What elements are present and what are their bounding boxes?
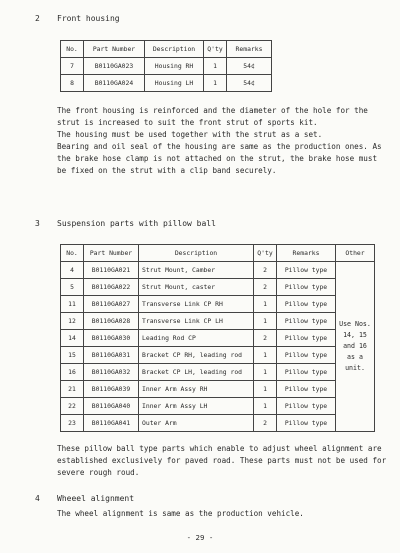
table-cell: 5 bbox=[61, 279, 84, 296]
table-cell: Pillow type bbox=[277, 364, 336, 381]
table-cell: B0110GA041 bbox=[84, 415, 139, 432]
table-row bbox=[61, 347, 375, 364]
table-cell: 22 bbox=[61, 398, 84, 415]
page-number: - 29 - bbox=[186, 533, 214, 542]
section-title-text: Front housing bbox=[57, 14, 120, 23]
table-cell: Housing RH bbox=[145, 58, 204, 75]
table-cell: 1 bbox=[254, 296, 277, 313]
col-header-no: No. bbox=[61, 41, 84, 58]
col-header-description: Description bbox=[145, 41, 204, 58]
section-number: 3 bbox=[35, 219, 40, 228]
table-cell: 4 bbox=[61, 262, 84, 279]
table-cell: 21 bbox=[61, 381, 84, 398]
table-row bbox=[61, 330, 375, 347]
table-cell: 2 bbox=[254, 330, 277, 347]
table-cell: B0110GA040 bbox=[84, 398, 139, 415]
table-header-row bbox=[61, 245, 375, 262]
col-header-qty: Q'ty bbox=[254, 245, 277, 262]
table-cell: B0110GA032 bbox=[84, 364, 139, 381]
table-row bbox=[61, 262, 375, 279]
table-cell: Pillow type bbox=[277, 347, 336, 364]
table-cell: Pillow type bbox=[277, 279, 336, 296]
table-cell: B0110GA030 bbox=[84, 330, 139, 347]
table-cell: 1 bbox=[204, 75, 227, 92]
table-header-row bbox=[61, 41, 272, 58]
table-cell: 1 bbox=[254, 381, 277, 398]
col-header-part-number: Part Number bbox=[84, 245, 139, 262]
table-cell: 12 bbox=[61, 313, 84, 330]
table-cell: B0110GA031 bbox=[84, 347, 139, 364]
table-cell: Strut Mount, caster bbox=[139, 279, 254, 296]
table-cell: Pillow type bbox=[277, 313, 336, 330]
section-title-front-housing bbox=[35, 14, 120, 25]
table-cell: Inner Arm Assy RH bbox=[139, 381, 254, 398]
section-title-text: Suspension parts with pillow ball bbox=[57, 219, 216, 228]
table-cell: B0110GA024 bbox=[84, 75, 145, 92]
table-row bbox=[61, 364, 375, 381]
paragraph: The wheel alignment is same as the production vehicle. bbox=[57, 509, 304, 518]
other-note-cell: Use Nos. 14, 15 and 16 as a unit. bbox=[336, 262, 375, 432]
table-row bbox=[61, 381, 375, 398]
table-cell: Strut Mount, Camber bbox=[139, 262, 254, 279]
table-cell: Transverse Link CP RH bbox=[139, 296, 254, 313]
table-cell: Bracket CP RH, leading rod bbox=[139, 347, 254, 364]
table-cell: B0110GA028 bbox=[84, 313, 139, 330]
section-number: 2 bbox=[35, 14, 40, 23]
table-cell: 11 bbox=[61, 296, 84, 313]
table-row bbox=[61, 58, 272, 75]
table-row bbox=[61, 279, 375, 296]
table-cell: 23 bbox=[61, 415, 84, 432]
paragraph: The housing must be used together with the strut as a set. bbox=[57, 130, 323, 139]
col-header-remarks: Remarks bbox=[227, 41, 272, 58]
table-cell: 1 bbox=[254, 347, 277, 364]
table-cell: B0110GA023 bbox=[84, 58, 145, 75]
table-row bbox=[61, 75, 272, 92]
front-housing-description bbox=[57, 105, 387, 177]
table-cell: 2 bbox=[254, 262, 277, 279]
section-title-wheel-alignment bbox=[35, 494, 134, 505]
table-cell: B0110GA027 bbox=[84, 296, 139, 313]
table-cell: Leading Rod CP bbox=[139, 330, 254, 347]
paragraph: Bearing and oil seal of the housing are same as the production ones. As the brake hose clamp is not attached on the strut, the brake hose must be fixed on the strut with a clip band securely. bbox=[57, 142, 382, 175]
table-cell: Pillow type bbox=[277, 415, 336, 432]
front-housing-table bbox=[60, 40, 272, 92]
table-cell: Pillow type bbox=[277, 262, 336, 279]
section-title-text: Wheeel alignment bbox=[57, 494, 135, 503]
section-title-suspension bbox=[35, 219, 216, 230]
table-cell: B0110GA022 bbox=[84, 279, 139, 296]
table-cell: 8 bbox=[61, 75, 84, 92]
table-row bbox=[61, 296, 375, 313]
col-header-part-number: Part Number bbox=[84, 41, 145, 58]
table-cell: 54¢ bbox=[227, 75, 272, 92]
table-cell: 2 bbox=[254, 415, 277, 432]
col-header-other: Other bbox=[336, 245, 375, 262]
table-cell: 15 bbox=[61, 347, 84, 364]
col-header-description: Description bbox=[139, 245, 254, 262]
table-cell: Outer Arm bbox=[139, 415, 254, 432]
pillow-ball-note bbox=[57, 443, 387, 479]
table-row bbox=[61, 415, 375, 432]
table-cell: Pillow type bbox=[277, 381, 336, 398]
table-cell: B0110GA039 bbox=[84, 381, 139, 398]
table-cell: 7 bbox=[61, 58, 84, 75]
table-cell: 1 bbox=[254, 398, 277, 415]
table-cell: Inner Arm Assy LH bbox=[139, 398, 254, 415]
col-header-qty: Q'ty bbox=[204, 41, 227, 58]
table-cell: Pillow type bbox=[277, 330, 336, 347]
table-row bbox=[61, 398, 375, 415]
table-cell: 1 bbox=[254, 364, 277, 381]
wheel-alignment-text bbox=[57, 508, 387, 520]
table-cell: Bracket CP LH, leading rod bbox=[139, 364, 254, 381]
col-header-remarks: Remarks bbox=[277, 245, 336, 262]
table-cell: 14 bbox=[61, 330, 84, 347]
section-number: 4 bbox=[35, 494, 40, 503]
table-cell: Transverse Link CP LH bbox=[139, 313, 254, 330]
table-cell: 16 bbox=[61, 364, 84, 381]
table-cell: Housing LH bbox=[145, 75, 204, 92]
table-cell: 2 bbox=[254, 279, 277, 296]
table-cell: Pillow type bbox=[277, 296, 336, 313]
paragraph: The front housing is reinforced and the diameter of the hole for the strut is increased to suit the front strut of sports kit. bbox=[57, 106, 368, 127]
table-cell: 54¢ bbox=[227, 58, 272, 75]
table-cell: B0110GA021 bbox=[84, 262, 139, 279]
table-cell: 1 bbox=[204, 58, 227, 75]
table-cell: Pillow type bbox=[277, 398, 336, 415]
table-cell: 1 bbox=[254, 313, 277, 330]
col-header-no: No. bbox=[61, 245, 84, 262]
paragraph: These pillow ball type parts which enable to adjust wheel alignment are established exclusively for paved road. These parts must not be used for severe rough roud. bbox=[57, 444, 387, 477]
suspension-parts-table bbox=[60, 244, 375, 432]
table-row bbox=[61, 313, 375, 330]
